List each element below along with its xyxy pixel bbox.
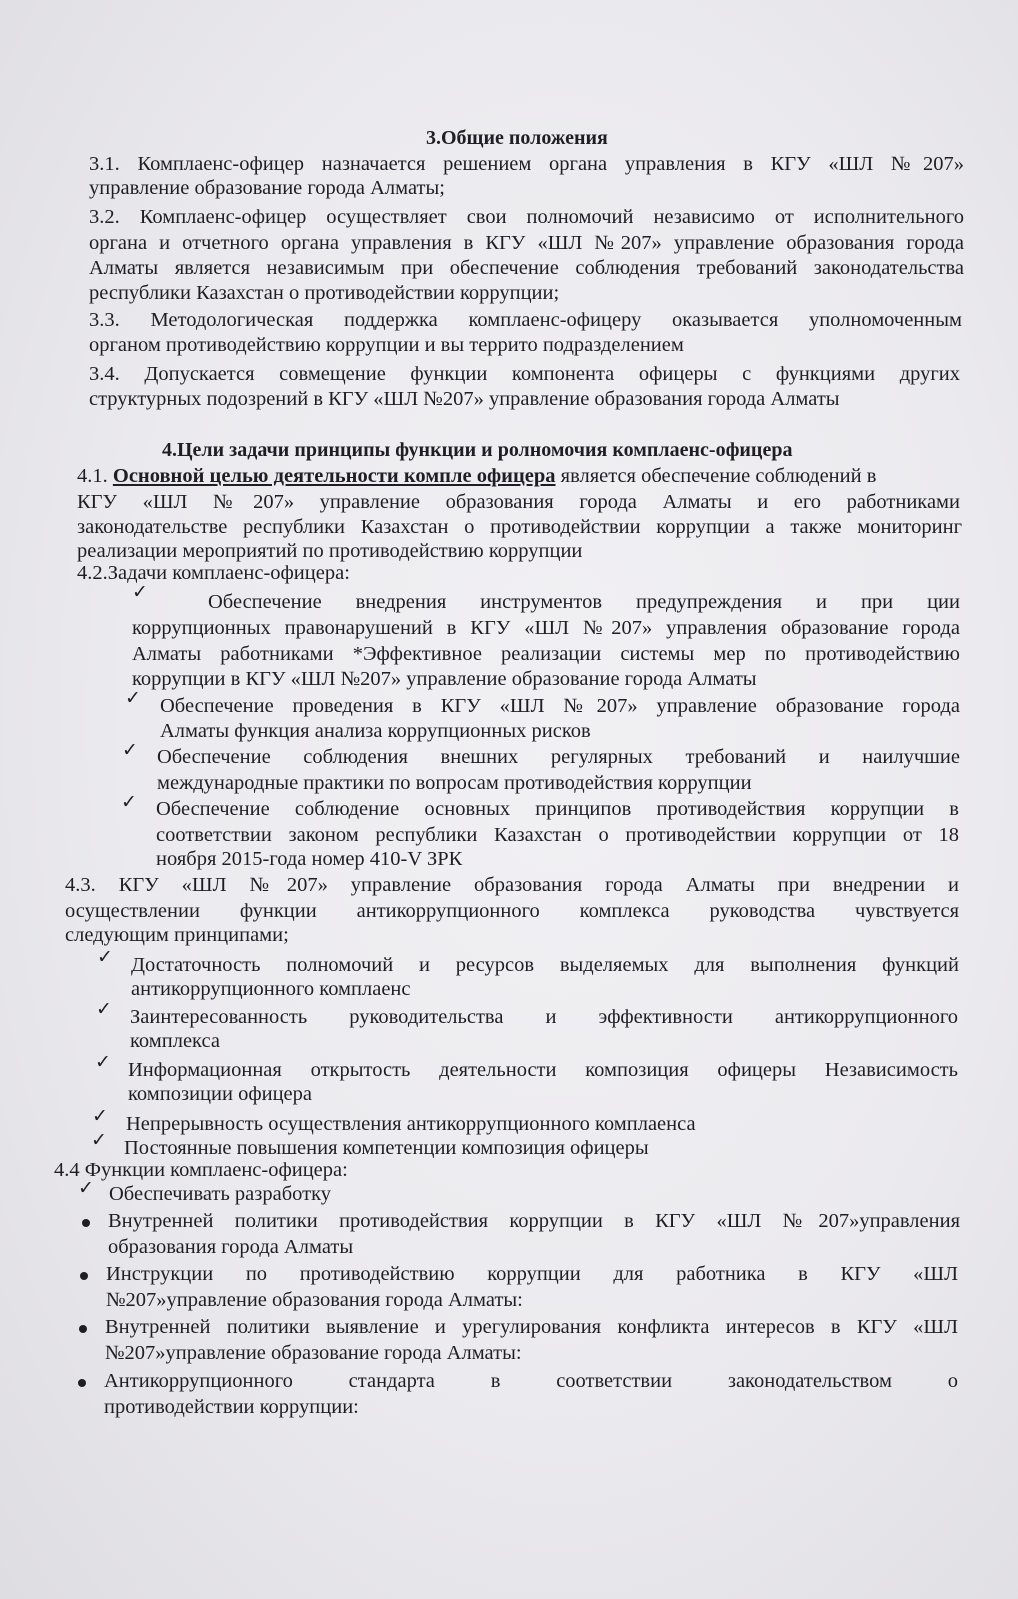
para-3-4-line-1: 3.4. Допускается совмещение функции компонента офицеры с функциями других bbox=[89, 363, 960, 385]
para-4-3-line-1: 4.3. КГУ «ШЛ №207» управление образования города Алматы при внедрении и bbox=[65, 874, 959, 896]
check-icon: ✓ bbox=[132, 581, 148, 603]
para-4-3-line-2: осуществлении функции антикоррупционного комплекса руководства чувствуется bbox=[65, 900, 959, 922]
task-2-line-2: Алматы функция анализа коррупционных рисков bbox=[160, 720, 591, 742]
principle-1-line-1: Достаточность полномочий и ресурсов выделяемых для выполнения функций bbox=[131, 954, 959, 976]
bullet-2-line-2: №207»управление образования города Алматы: bbox=[106, 1289, 523, 1311]
para-4-1-line-1-rest: является обеспечение соблюдений в bbox=[555, 465, 877, 487]
para-4-1-emphasis: Основной целью деятельности компле офицера bbox=[112, 465, 556, 487]
para-4-3-line-3: следующим принципами; bbox=[65, 924, 289, 946]
task-3-line-1: Обеспечение соблюдения внешних регулярных требований и наилучшие bbox=[157, 746, 960, 768]
ensure-development: Обеспечивать разработку bbox=[109, 1183, 332, 1205]
check-icon: ✓ bbox=[92, 1105, 108, 1127]
section-4-title: 4.Цели задачи принципы функции и ролномочия комплаенс-офицера bbox=[162, 439, 793, 461]
bullet-icon bbox=[82, 1219, 90, 1227]
para-4-1-line-3: законодательстве республики Казахстан о противодействии коррупции а также мониторинг bbox=[77, 516, 962, 538]
para-3-3-line-2: органом противодействию коррупции и вы террито подразделением bbox=[89, 334, 684, 356]
para-4-4-heading: 4.4 Функции комплаенс-офицера: bbox=[54, 1159, 348, 1181]
para-3-2-line-1: 3.2. Комплаенс-офицер осуществляет свои полномочий независимо от исполнительного bbox=[89, 206, 964, 228]
para-3-4-line-2: структурных подозрений в КГУ «ШЛ №207» управление образования города Алматы bbox=[89, 388, 840, 410]
check-icon: ✓ bbox=[125, 687, 141, 709]
para-4-1-number: 4.1. bbox=[77, 465, 113, 487]
bullet-icon bbox=[80, 1272, 88, 1280]
task-1-line-3: Алматы работниками *Эффективное реализации системы мер по противодействию bbox=[132, 643, 960, 665]
bullet-1-line-2: образования города Алматы bbox=[108, 1236, 354, 1258]
check-icon: ✓ bbox=[91, 1129, 107, 1151]
para-3-2-line-2: органа и отчетного органа управления в КГУ «ШЛ №207» управление образования города bbox=[89, 232, 964, 254]
para-4-1-line-2: КГУ «ШЛ №207» управление образования города Алматы и его работниками bbox=[77, 491, 960, 513]
bullet-3-line-2: №207»управление образование города Алматы: bbox=[105, 1342, 522, 1364]
section-3-title: 3.Общие положения bbox=[426, 127, 608, 149]
principle-5-line-1: Постоянные повышения компетенции композиция офицеры bbox=[124, 1137, 649, 1159]
bullet-3-line-1: Внутренней политики выявление и урегулирования конфликта интересов в КГУ «ШЛ bbox=[105, 1316, 958, 1338]
task-1-line-4: коррупции в КГУ «ШЛ №207» управление образование города Алматы bbox=[132, 668, 757, 690]
check-icon: ✓ bbox=[97, 946, 113, 968]
task-4-line-3: ноября 2015-года номер 410-V ЗРК bbox=[156, 848, 463, 870]
principle-3-line-2: композиции офицера bbox=[128, 1083, 312, 1105]
task-1-line-2: коррупционных правонарушений в КГУ «ШЛ №207» управления образование города bbox=[132, 617, 960, 639]
task-1-line-1: Обеспечение внедрения инструментов предупреждения и при ции bbox=[208, 591, 960, 613]
principle-2-line-1: Заинтересованность руководительства и эффективности антикоррупционного bbox=[130, 1006, 958, 1028]
principle-2-line-2: комплекса bbox=[130, 1030, 220, 1052]
task-4-line-1: Обеспечение соблюдение основных принципов противодействия коррупции в bbox=[156, 798, 959, 820]
para-3-2-line-4: республики Казахстан о противодействии коррупции; bbox=[89, 282, 560, 304]
task-3-line-2: международные практики по вопросам противодействия коррупции bbox=[157, 772, 752, 794]
para-4-1-line-4: реализации мероприятий по противодействию коррупции bbox=[77, 540, 583, 562]
check-icon: ✓ bbox=[95, 1051, 111, 1073]
para-3-2-line-3: Алматы является независимым при обеспечение соблюдения требований законодательства bbox=[89, 257, 964, 279]
principle-4-line-1: Непрерывность осуществления антикоррупционного комплаенса bbox=[126, 1113, 696, 1135]
para-3-1-line-1: 3.1. Комплаенс-офицер назначается решением органа управления в КГУ «ШЛ №207» bbox=[89, 153, 964, 175]
task-2-line-1: Обеспечение проведения в КГУ «ШЛ №207» управление образование города bbox=[160, 695, 960, 717]
task-4-line-2: соответствии законом республики Казахстан о противодействии коррупции от 18 bbox=[156, 824, 959, 846]
principle-1-line-2: антикоррупционного комплаенс bbox=[131, 978, 411, 1000]
bullet-1-line-1: Внутренней политики противодействия коррупции в КГУ «ШЛ №207»управления bbox=[108, 1210, 960, 1232]
para-3-1-line-2: управление образование города Алматы; bbox=[89, 177, 445, 199]
para-4-2-heading: 4.2.Задачи комплаенс-офицера: bbox=[77, 562, 350, 584]
check-icon: ✓ bbox=[121, 791, 137, 813]
para-3-3-line-1: 3.3. Методологическая поддержка комплаенс-офицеру оказывается уполномоченным bbox=[89, 309, 962, 331]
bullet-2-line-1: Инструкции по противодействию коррупции для работника в КГУ «ШЛ bbox=[106, 1263, 958, 1285]
bullet-icon bbox=[78, 1379, 86, 1387]
para-4-1-line-1 bbox=[77, 464, 962, 488]
bullet-icon bbox=[79, 1325, 87, 1333]
bullet-4-line-1: Антикоррупционного стандарта в соответствии законодательством о bbox=[104, 1370, 958, 1392]
check-icon: ✓ bbox=[78, 1177, 94, 1199]
check-icon: ✓ bbox=[122, 739, 138, 761]
bullet-4-line-2: противодействии коррупции: bbox=[104, 1396, 359, 1418]
check-icon: ✓ bbox=[96, 998, 112, 1020]
principle-3-line-1: Информационная открытость деятельности композиция офицеры Независимость bbox=[128, 1059, 958, 1081]
